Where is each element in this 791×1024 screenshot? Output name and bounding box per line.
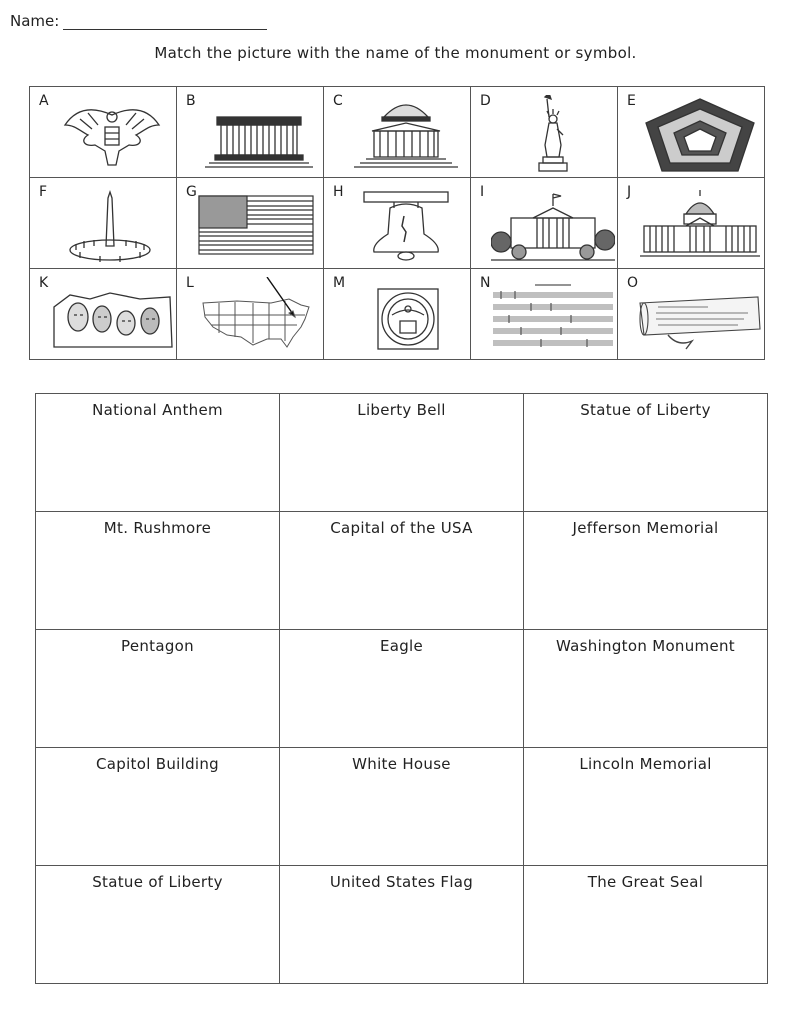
name-field[interactable] xyxy=(10,12,267,30)
picture-letter: F xyxy=(39,184,48,200)
picture-letter: N xyxy=(480,275,491,291)
picture-cell xyxy=(471,269,618,360)
picture-letter: I xyxy=(480,184,485,200)
eagle-icon xyxy=(50,95,174,175)
usa-map-icon xyxy=(197,277,321,357)
picture-cell xyxy=(177,269,324,360)
declaration-scroll-icon xyxy=(638,277,762,357)
picture-cell xyxy=(30,87,177,178)
picture-letter: C xyxy=(333,93,343,109)
picture-cell xyxy=(618,87,765,178)
statue-of-liberty-icon xyxy=(491,95,615,175)
picture-letter: O xyxy=(627,275,639,291)
picture-letter: H xyxy=(333,184,344,200)
answer-label: Capital of the USA xyxy=(330,519,473,537)
picture-cell xyxy=(324,269,471,360)
answer-cell[interactable] xyxy=(36,748,280,866)
picture-letter: A xyxy=(39,93,49,109)
name-label: Name: xyxy=(10,12,60,30)
pentagon-icon xyxy=(638,95,762,175)
instructions: Match the picture with the name of the monument or symbol. xyxy=(154,44,637,62)
answer-label: Statue of Liberty xyxy=(580,401,711,419)
picture-cell xyxy=(30,178,177,269)
answer-cell[interactable] xyxy=(280,866,524,984)
picture-cell xyxy=(471,178,618,269)
answer-label: National Anthem xyxy=(92,401,223,419)
picture-cell xyxy=(471,87,618,178)
answer-cell[interactable] xyxy=(280,630,524,748)
picture-letter: B xyxy=(186,93,196,109)
capitol-building-icon xyxy=(638,186,762,266)
answer-cell[interactable] xyxy=(36,512,280,630)
answer-cell[interactable] xyxy=(524,394,768,512)
answer-cell[interactable] xyxy=(524,512,768,630)
picture-cell xyxy=(618,178,765,269)
answer-cell[interactable] xyxy=(280,748,524,866)
picture-letter: L xyxy=(186,275,194,291)
name-blank-line[interactable] xyxy=(63,15,267,30)
answer-cell[interactable] xyxy=(524,866,768,984)
picture-cell xyxy=(30,269,177,360)
sheet-music-icon xyxy=(491,277,615,357)
picture-letter: J xyxy=(627,184,632,200)
answer-cell[interactable] xyxy=(36,394,280,512)
answer-label: Capitol Building xyxy=(96,755,219,773)
answer-label: Pentagon xyxy=(121,637,194,655)
answer-cell[interactable] xyxy=(36,866,280,984)
washington-monument-icon xyxy=(50,186,174,266)
picture-letter: K xyxy=(39,275,49,291)
mount-rushmore-icon xyxy=(50,277,174,357)
picture-cell xyxy=(618,269,765,360)
picture-letter: G xyxy=(186,184,197,200)
picture-letter: M xyxy=(333,275,346,291)
picture-cell xyxy=(177,87,324,178)
answer-label: United States Flag xyxy=(329,873,474,891)
picture-letter: D xyxy=(480,93,491,109)
answer-cell[interactable] xyxy=(524,748,768,866)
answer-label: Liberty Bell xyxy=(357,401,446,419)
answer-label: Lincoln Memorial xyxy=(579,755,712,773)
answer-cell[interactable] xyxy=(36,630,280,748)
answer-label: White House xyxy=(352,755,451,773)
answer-grid xyxy=(35,393,768,984)
great-seal-icon xyxy=(344,277,468,357)
answer-cell[interactable] xyxy=(524,630,768,748)
picture-cell xyxy=(324,178,471,269)
picture-cell xyxy=(177,178,324,269)
answer-label: Washington Monument xyxy=(556,637,735,655)
answer-label: Mt. Rushmore xyxy=(103,519,212,537)
liberty-bell-icon xyxy=(344,186,468,266)
answer-label: Jefferson Memorial xyxy=(572,519,719,537)
white-house-icon xyxy=(491,186,615,266)
answer-label: The Great Seal xyxy=(587,873,704,891)
lincoln-memorial-icon xyxy=(197,95,321,175)
answer-label: Statue of Liberty xyxy=(92,873,223,891)
picture-cell xyxy=(324,87,471,178)
answer-cell[interactable] xyxy=(280,512,524,630)
picture-grid xyxy=(29,86,765,360)
picture-letter: E xyxy=(627,93,636,109)
answer-cell[interactable] xyxy=(280,394,524,512)
jefferson-memorial-icon xyxy=(344,95,468,175)
us-flag-icon xyxy=(197,186,321,266)
answer-label: Eagle xyxy=(379,637,424,655)
